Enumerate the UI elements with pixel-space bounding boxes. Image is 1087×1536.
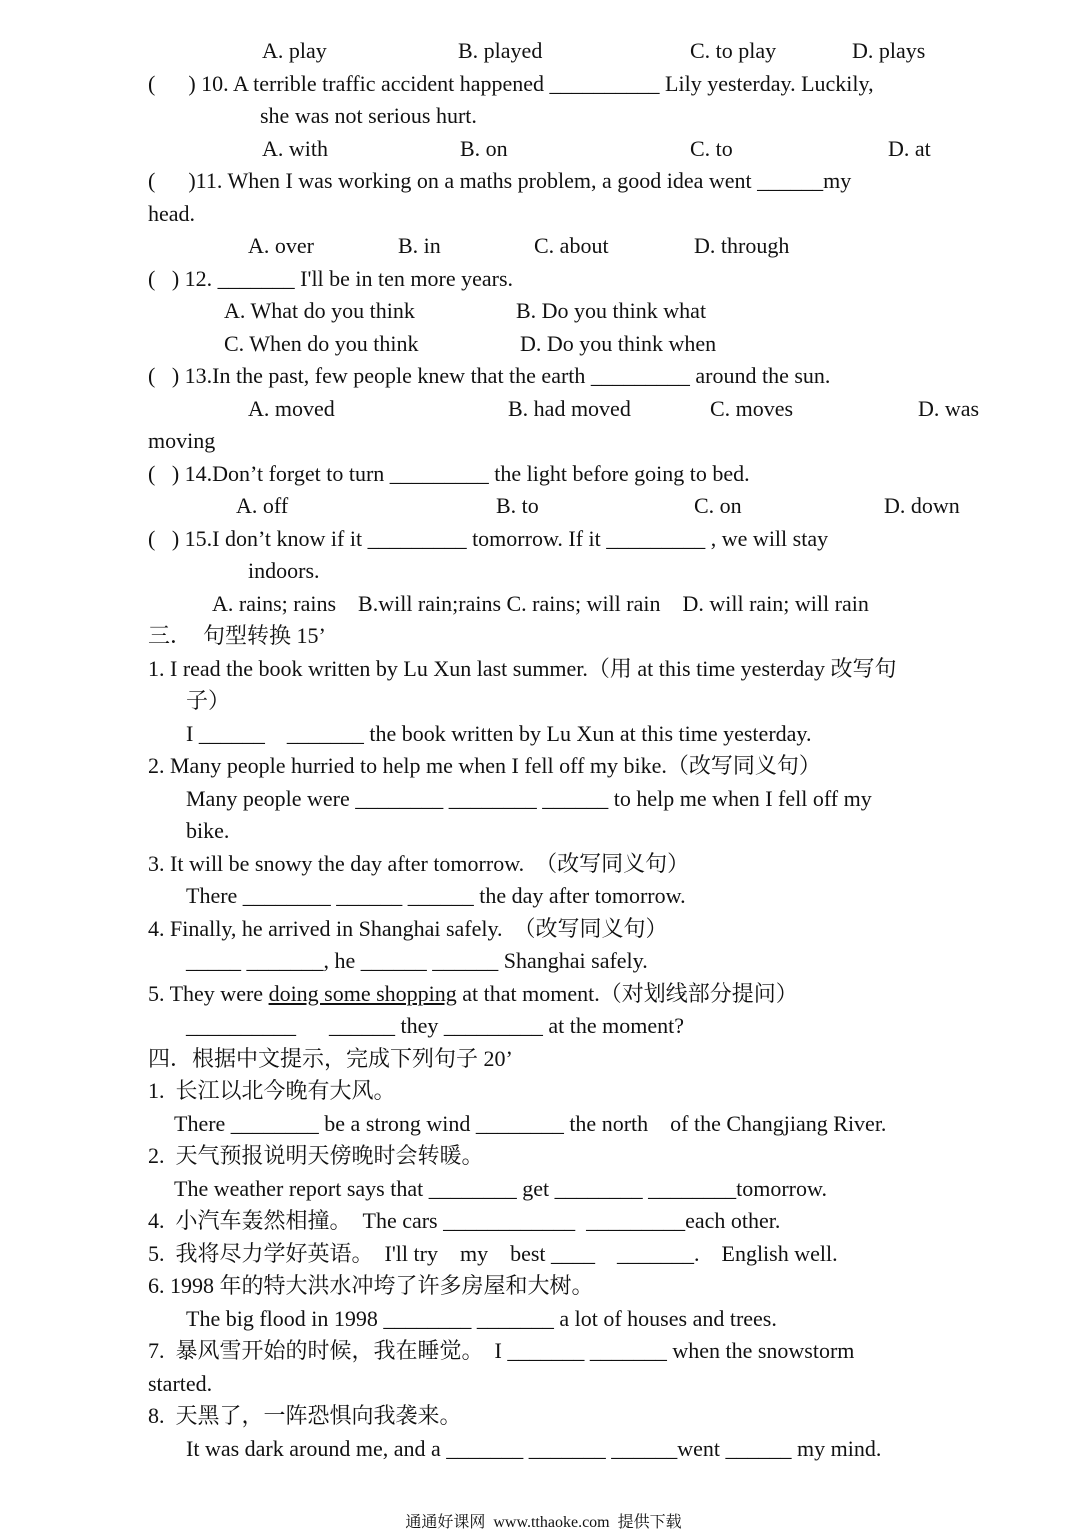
s3-item3-question: 3. It will be snowy the day after tomorrow. （改写同义句） — [148, 851, 690, 876]
q10-option-c: C. to — [690, 136, 733, 161]
s4-item8-english: It was dark around me, and a _______ _______ ______went ______ my mind. — [186, 1436, 882, 1461]
q10-option-a: A. with — [262, 136, 328, 161]
s3-item4-question: 4. Finally, he arrived in Shanghai safely. （改写同义句） — [148, 916, 668, 941]
s3-item5-post: at that moment.（对划线部分提问） — [456, 981, 798, 1006]
q12-question: ( ) 12. _______ I'll be in ten more years. — [148, 266, 514, 291]
q10-option-b: B. on — [460, 136, 508, 161]
q10-option-d: D. at — [888, 136, 931, 161]
q9-option-b: B. played — [458, 38, 543, 63]
s3-item2-question: 2. Many people hurried to help me when I fell off my bike.（改写同义句） — [148, 753, 821, 778]
q14-option-c: C. on — [694, 493, 742, 518]
section3-heading: 三． 句型转换 15’ — [148, 623, 326, 648]
q11-question: ( )11. When I was working on a maths problem, a good idea went ______my — [148, 168, 852, 193]
s3-item2-answer-cont: bike. — [186, 818, 230, 843]
q11-option-a: A. over — [248, 233, 314, 258]
q10-question-cont: she was not serious hurt. — [260, 103, 477, 128]
q11-option-b: B. in — [398, 233, 441, 258]
s4-item6-chinese: 6. 1998 年的特大洪水冲垮了许多房屋和大树。 — [148, 1273, 594, 1298]
s4-item1-chinese: 1. 长江以北今晚有大风。 — [148, 1078, 396, 1103]
section4-heading: 四．根据中文提示，完成下列句子 20’ — [148, 1046, 513, 1071]
q9-option-a: A. play — [262, 38, 327, 63]
s4-item4: 4. 小汽车轰然相撞。 The cars ____________ _________each other. — [148, 1208, 781, 1233]
s3-item5-pre: 5. They were — [148, 981, 269, 1006]
q15-question: ( ) 15.I don’t know if it _________ tomorrow. If it _________ , we will stay — [148, 526, 829, 551]
q10-question: ( ) 10. A terrible traffic accident happened __________ Lily yesterday. Luckily, — [148, 71, 874, 96]
s4-item7-cont: started. — [148, 1371, 213, 1396]
s3-item5-answer: __________ ______ they _________ at the moment? — [186, 1013, 684, 1038]
q13-option-d-wrap: moving — [148, 428, 216, 453]
q12-option-b: B. Do you think what — [516, 298, 707, 323]
s3-item1-answer: I ______ _______ the book written by Lu Xun at this time yesterday. — [186, 721, 812, 746]
s3-item1-question: 1. I read the book written by Lu Xun last summer.（用 at this time yesterday 改写句 — [148, 656, 897, 681]
s3-item3-answer: There ________ ______ ______ the day after tomorrow. — [186, 883, 686, 908]
s4-item8-chinese: 8. 天黑了，一阵恐惧向我袭来。 — [148, 1403, 462, 1428]
s4-item1-english: There ________ be a strong wind ________ the north of the Changjiang River. — [174, 1111, 887, 1136]
q12-option-d: D. Do you think when — [520, 331, 717, 356]
s3-item4-answer: _____ _______, he ______ ______ Shanghai safely. — [186, 948, 648, 973]
q13-option-a: A. moved — [248, 396, 335, 421]
q13-option-d: D. was — [918, 396, 980, 421]
q11-option-c: C. about — [534, 233, 609, 258]
q14-option-a: A. off — [236, 493, 289, 518]
page-footer: 通通好课网 www.tthaoke.com 提供下载 — [405, 1514, 682, 1531]
s4-item2-chinese: 2. 天气预报说明天傍晚时会转暖。 — [148, 1143, 484, 1168]
q13-option-b: B. had moved — [508, 396, 631, 421]
q14-option-d: D. down — [884, 493, 960, 518]
s3-item5-underlined: doing some shopping — [268, 981, 457, 1006]
q13-question: ( ) 13.In the past, few people knew that the earth _________ around the sun. — [148, 363, 831, 388]
s4-item5: 5. 我将尽力学好英语。 I'll try my best ____ _______. English well. — [148, 1241, 838, 1266]
q12-option-c: C. When do you think — [224, 331, 419, 356]
q9-option-c: C. to play — [690, 38, 777, 63]
q11-option-d: D. through — [694, 233, 790, 258]
q14-question: ( ) 14.Don’t forget to turn _________ the light before going to bed. — [148, 461, 750, 486]
s4-item2-english: The weather report says that ________ get ________ ________tomorrow. — [174, 1176, 827, 1201]
q11-question-cont: head. — [148, 201, 196, 226]
q12-option-a: A. What do you think — [224, 298, 415, 323]
q13-option-c: C. moves — [710, 396, 794, 421]
s3-item5-question — [148, 981, 798, 1007]
s3-item1-question-cont: 子） — [186, 688, 231, 713]
s4-item6-english: The big flood in 1998 ________ _______ a lot of houses and trees. — [186, 1306, 777, 1331]
s4-item7: 7. 暴风雪开始的时候，我在睡觉。 I _______ _______ when the snowstorm — [148, 1338, 855, 1363]
q15-options: A. rains; rains B.will rain;rains C. rains; will rain D. will rain; will rain — [212, 591, 869, 616]
q14-option-b: B. to — [496, 493, 539, 518]
q9-option-d: D. plays — [852, 38, 926, 63]
q15-question-cont: indoors. — [248, 558, 320, 583]
s3-item2-answer: Many people were ________ ________ ______ to help me when I fell off my — [186, 786, 872, 811]
